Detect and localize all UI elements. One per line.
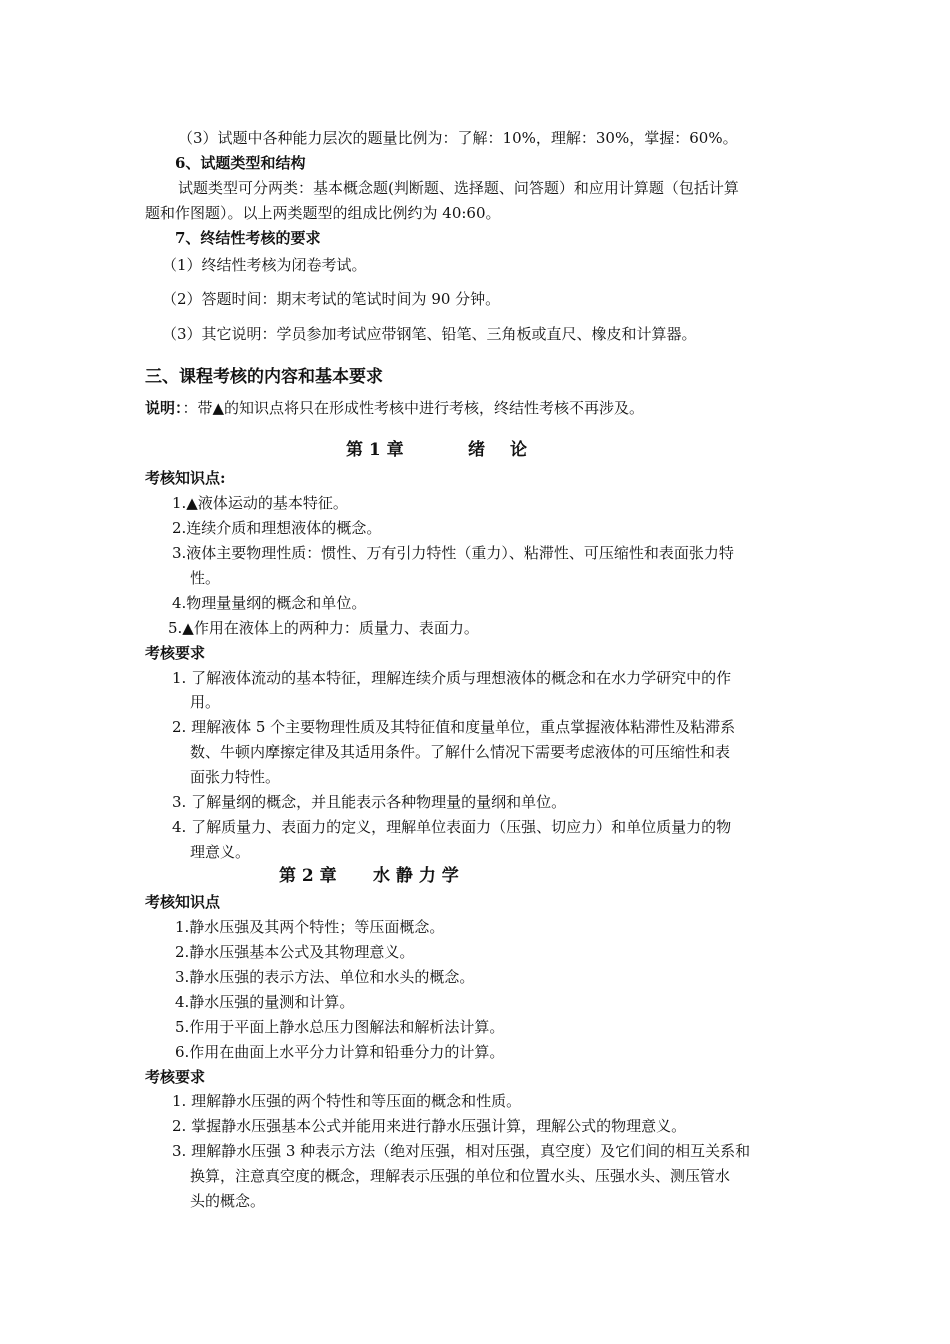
- list-item: 4. 了解质量力、表面力的定义，理解单位表面力（压强、切应力）和单位质量力的物: [172, 818, 732, 836]
- section-6-body: 试题类型可分两类：基本概念题(判断题、选择题、问答题）和应用计算题（包括计算: [178, 179, 739, 197]
- chapter-1-req-title: 考核要求: [145, 644, 206, 662]
- chapter-2-req-title: 考核要求: [145, 1068, 206, 1086]
- list-item: 2. 掌握静水压强基本公式并能用来进行静水压强计算，理解公式的物理意义。: [172, 1117, 687, 1135]
- list-item: （1）终结性考核为闭卷考试。: [162, 256, 367, 274]
- section-6-title: 6、试题类型和结构: [175, 154, 306, 172]
- chapter-1-name: 绪 论: [468, 440, 531, 460]
- list-item: 1. 了解液体流动的基本特征，理解连续介质与理想液体的概念和在水力学研究中的作: [172, 669, 732, 687]
- list-item: （3）其它说明：学员参加考试应带钢笔、铅笔、三角板或直尺、橡皮和计算器。: [162, 325, 697, 343]
- ratio-line: （3）试题中各种能力层次的题量比例为：了解：10%，理解：30%，掌握：60%。: [178, 129, 738, 147]
- chapter-2-points-title: 考核知识点: [145, 893, 221, 911]
- list-item: 3.液体主要物理性质：惯性、万有引力特性（重力）、粘滞性、可压缩性和表面张力特: [172, 544, 734, 562]
- list-item: 面张力特性。: [190, 768, 281, 786]
- list-item: 1.▲液体运动的基本特征。: [172, 494, 348, 512]
- list-item: 3. 理解静水压强 3 种表示方法（绝对压强，相对压强，真空度）及它们间的相互关系和: [172, 1142, 751, 1160]
- part-3-title: 三、课程考核的内容和基本要求: [145, 367, 383, 387]
- list-item: 6.作用在曲面上水平分力计算和铅垂分力的计算。: [175, 1043, 505, 1061]
- list-item: 5.▲作用在液体上的两种力：质量力、表面力。: [168, 619, 479, 637]
- list-item: 换算，注意真空度的概念，理解表示压强的单位和位置水头、压强水头、测压管水: [190, 1167, 731, 1185]
- chapter-1-points-title: 考核知识点:: [145, 469, 226, 487]
- list-item: 头的概念。: [190, 1192, 266, 1210]
- part-3-note: [145, 398, 644, 418]
- note-label: 说明：: [145, 399, 183, 417]
- section-7-title: 7、终结性考核的要求: [175, 229, 321, 247]
- chapter-2-name: 水 静 力 学: [373, 866, 459, 886]
- list-item: 3. 了解量纲的概念，并且能表示各种物理量的量纲和单位。: [172, 793, 567, 811]
- chapter-1-number: 第 1 章: [346, 440, 404, 460]
- list-item: 1.静水压强及其两个特性；等压面概念。: [175, 918, 445, 936]
- section-6-body: 题和作图题）。以上两类题型的组成比例约为 40:60。: [145, 204, 501, 222]
- list-item: 3.静水压强的表示方法、单位和水头的概念。: [175, 968, 475, 986]
- list-item: 2.连续介质和理想液体的概念。: [172, 519, 382, 537]
- list-item: 理意义。: [190, 843, 251, 861]
- list-item: 4.物理量量纲的概念和单位。: [172, 594, 367, 612]
- list-item: 1. 理解静水压强的两个特性和等压面的概念和性质。: [172, 1092, 522, 1110]
- list-item: 2.静水压强基本公式及其物理意义。: [175, 943, 415, 961]
- list-item: 性。: [190, 569, 221, 587]
- note-text: ：带▲的知识点将只在形成性考核中进行考核，终结性考核不再涉及。: [182, 399, 645, 417]
- list-item: 4.静水压强的量测和计算。: [175, 993, 355, 1011]
- list-item: 用。: [190, 693, 221, 711]
- chapter-2-number: 第 2 章: [279, 866, 337, 886]
- list-item: 2. 理解液体 5 个主要物理性质及其特征值和度量单位，重点掌握液体粘滞性及粘滞系: [172, 718, 736, 736]
- list-item: 数、牛顿内摩擦定律及其适用条件。了解什么情况下需要考虑液体的可压缩性和表: [190, 743, 731, 761]
- list-item: （2）答题时间：期末考试的笔试时间为 90 分钟。: [162, 290, 501, 308]
- list-item: 5.作用于平面上静水总压力图解法和解析法计算。: [175, 1018, 505, 1036]
